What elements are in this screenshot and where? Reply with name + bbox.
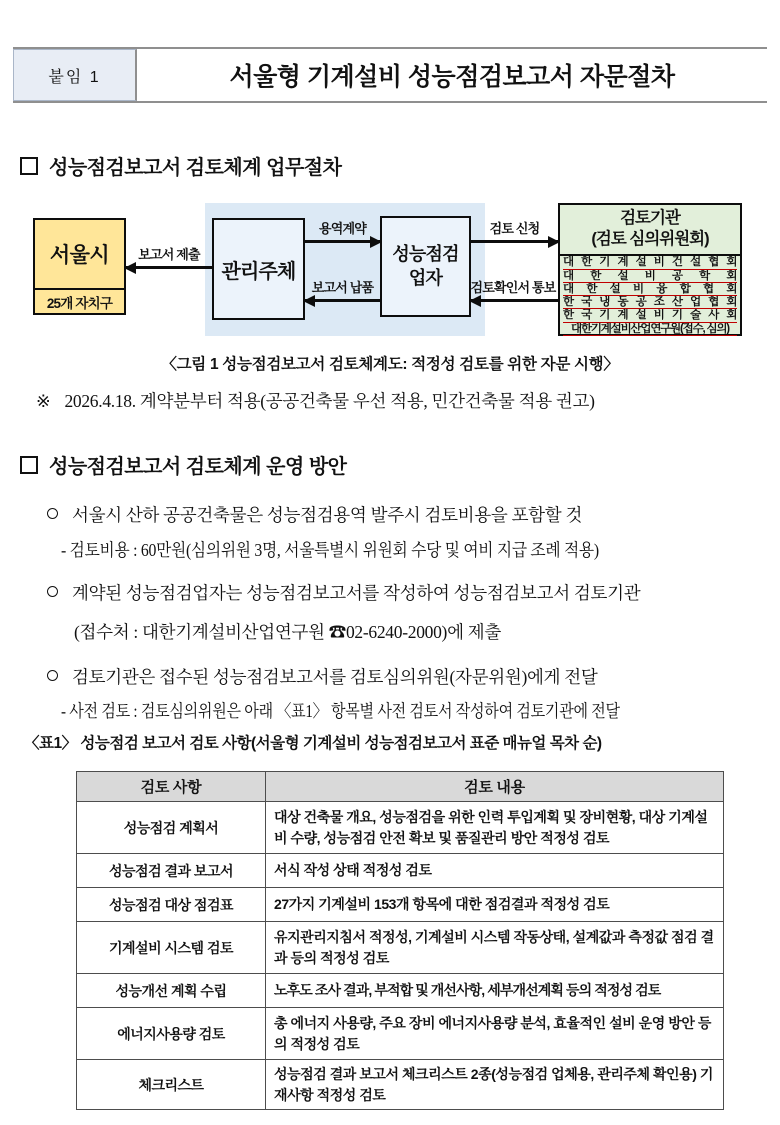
seoul-city-label: 서울시 xyxy=(49,244,110,267)
arrow-review-request xyxy=(471,240,558,243)
item-cell: 성능점검 계획서 xyxy=(77,802,266,854)
arrow-review-confirm xyxy=(471,299,558,302)
bullet-text: 계약된 성능점검업자는 성능점검보고서를 작성하여 성능점검보고서 검토기관 xyxy=(72,583,641,603)
review-table xyxy=(76,771,724,1110)
agency-member-list xyxy=(560,256,740,336)
table-header-row xyxy=(77,772,724,802)
item-cell: 성능점검 대상 점검표 xyxy=(77,888,266,922)
subitem-text: - 검토비용 : 60만원(심의위원 3명, 서울특별시 위원회 수당 및 여비 지급 조례 적용) xyxy=(61,540,599,560)
management-entity-label: 관리주체 xyxy=(221,260,296,283)
member-row: 한 국 냉 동 공 조 산 업 협 회 xyxy=(563,296,737,309)
table-row xyxy=(77,854,724,888)
member-row: 한 국 기 계 설 비 기 술 사 회 xyxy=(563,309,737,322)
table-row xyxy=(77,922,724,974)
arrow-label-report-submit: 보고서 제출 xyxy=(138,247,200,262)
section-heading-operation xyxy=(20,450,346,479)
item-cell: 체크리스트 xyxy=(77,1060,266,1110)
arrow-label-review-request: 검토 신청 xyxy=(489,221,540,236)
districts-label: 25개 자치구 xyxy=(35,288,124,313)
document-title: 서울형 기계설비 성능점검보고서 자문절차 xyxy=(229,63,675,91)
bullet-text: 서울시 산하 공공건축물은 성능점검용역 발주시 검토비용을 포함할 것 xyxy=(72,505,583,525)
item-cell: 성능개선 계획 수립 xyxy=(77,974,266,1008)
circle-bullet-icon xyxy=(47,508,58,519)
item-cell: 기계설비 시스템 검토 xyxy=(77,922,266,974)
item-cell: 에너지사용량 검토 xyxy=(77,1008,266,1060)
bullet-3-subitem xyxy=(61,698,711,723)
arrow-label-service-contract: 용역계약 xyxy=(318,221,367,236)
arrowhead-right-icon xyxy=(370,236,382,248)
bullet-item-2 xyxy=(47,580,640,605)
attachment-header xyxy=(13,47,767,103)
arrowhead-left-icon xyxy=(124,262,136,274)
management-entity-box xyxy=(212,218,305,320)
square-bullet-icon xyxy=(20,157,38,175)
bullet-item-3 xyxy=(47,664,598,689)
bullet-item-1 xyxy=(47,502,582,527)
inspection-company-box xyxy=(380,216,471,317)
table-row xyxy=(77,974,724,1008)
table-row xyxy=(77,1060,724,1110)
section-heading-label: 성능점검보고서 검토체계 운영 방안 xyxy=(49,456,347,478)
arrow-label-review-confirm: 검토확인서 통보 xyxy=(470,280,556,295)
review-agency-name: 검토기관 xyxy=(620,209,680,227)
content-cell: 총 에너지 사용량, 주요 장비 에너지사용량 분석, 효율적인 설비 운영 방안 등의 적정성 검토 xyxy=(266,1008,724,1060)
arrow-service-contract xyxy=(305,240,380,243)
review-agency-subtitle: (검토 심의위원회) xyxy=(591,230,709,249)
circle-bullet-icon xyxy=(47,670,58,681)
review-agency-box xyxy=(558,203,742,336)
arrowhead-left-icon xyxy=(469,295,481,307)
arrow-report-delivery xyxy=(305,299,380,302)
attachment-tag: 붙임 1 xyxy=(13,49,137,101)
bullet-2-continuation: (접수처 : 대한기계설비산업연구원 ☎02-6240-2000)에 제출 xyxy=(74,622,501,642)
member-row: 대 한 설 비 공 학 회 xyxy=(563,269,737,282)
arrow-report-submit xyxy=(126,266,212,269)
seoul-city-box xyxy=(33,218,126,315)
content-cell: 서식 작성 상태 적정성 검토 xyxy=(266,854,724,888)
content-cell: 성능점검 결과 보고서 체크리스트 2종(성능점검 업체용, 관리주체 확인용) 기재사항 적정성 검토 xyxy=(266,1060,724,1110)
arrow-label-report-delivery: 보고서 납품 xyxy=(311,280,374,295)
table-row xyxy=(77,1008,724,1060)
square-bullet-icon xyxy=(20,456,38,474)
arrowhead-right-icon xyxy=(548,236,560,248)
bullet-text: 검토기관은 접수된 성능점검보고서를 검토심의위원(자문위원)에게 전달 xyxy=(72,667,598,687)
table-header-content: 검토 내용 xyxy=(266,772,724,802)
application-note xyxy=(36,388,595,413)
content-cell: 대상 건축물 개요, 성능점검을 위한 인력 투입계획 및 장비현황, 대상 기계설비 수량, 성능점검 안전 확보 및 품질관리 방안 적정성 검토 xyxy=(266,802,724,854)
member-row: 대한기계설비산업연구원(접수, 심의) xyxy=(563,323,737,336)
content-cell: 노후도 조사 결과, 부적합 및 개선사항, 세부개선계획 등의 적정성 검토 xyxy=(266,974,724,1008)
table-row xyxy=(77,802,724,854)
inspection-company-line2: 업자 xyxy=(408,267,443,288)
review-agency-title xyxy=(560,205,740,256)
section-heading-workflow xyxy=(20,151,341,180)
member-row: 대 한 기 계 설 비 건 설 협 회 xyxy=(563,256,737,269)
inspection-company-line1: 성능점검 xyxy=(392,244,459,265)
reference-mark: ※ xyxy=(36,391,51,411)
flow-diagram xyxy=(0,195,780,350)
item-cell: 성능점검 결과 보고서 xyxy=(77,854,266,888)
circle-bullet-icon xyxy=(47,586,58,597)
section-heading-label: 성능점검보고서 검토체계 업무절차 xyxy=(49,157,342,179)
figure-caption: 〈그림 1 성능점검보고서 검토체계도: 적정성 검토를 위한 자문 시행〉 xyxy=(161,356,619,373)
content-cell: 유지관리지침서 적정성, 기계설비 시스템 작동상태, 설계값과 측정값 점검 결과 등의 적정성 검토 xyxy=(266,922,724,974)
table-row xyxy=(77,888,724,922)
subitem-text: - 사전 검토 : 검토심의위원은 아래 〈표1〉 항목별 사전 검토서 작성하여 검토기관에 전달 xyxy=(61,701,620,721)
bullet-1-subitem xyxy=(61,537,659,562)
arrowhead-left-icon xyxy=(303,295,315,307)
table-header-item: 검토 사항 xyxy=(77,772,266,802)
content-cell: 27가지 기계설비 153개 항목에 대한 점검결과 적정성 검토 xyxy=(266,888,724,922)
table-title: 〈표1〉 성능점검 보고서 검토 사항(서울형 기계설비 성능점검보고서 표준 매뉴얼 목차 순) xyxy=(24,735,602,752)
application-note-text: 2026.4.18. 계약분부터 적용(공공건축물 우선 적용, 민간건축물 적용 권고) xyxy=(64,391,595,411)
member-row: 대 한 설 비 융 합 협 회 xyxy=(563,282,737,295)
